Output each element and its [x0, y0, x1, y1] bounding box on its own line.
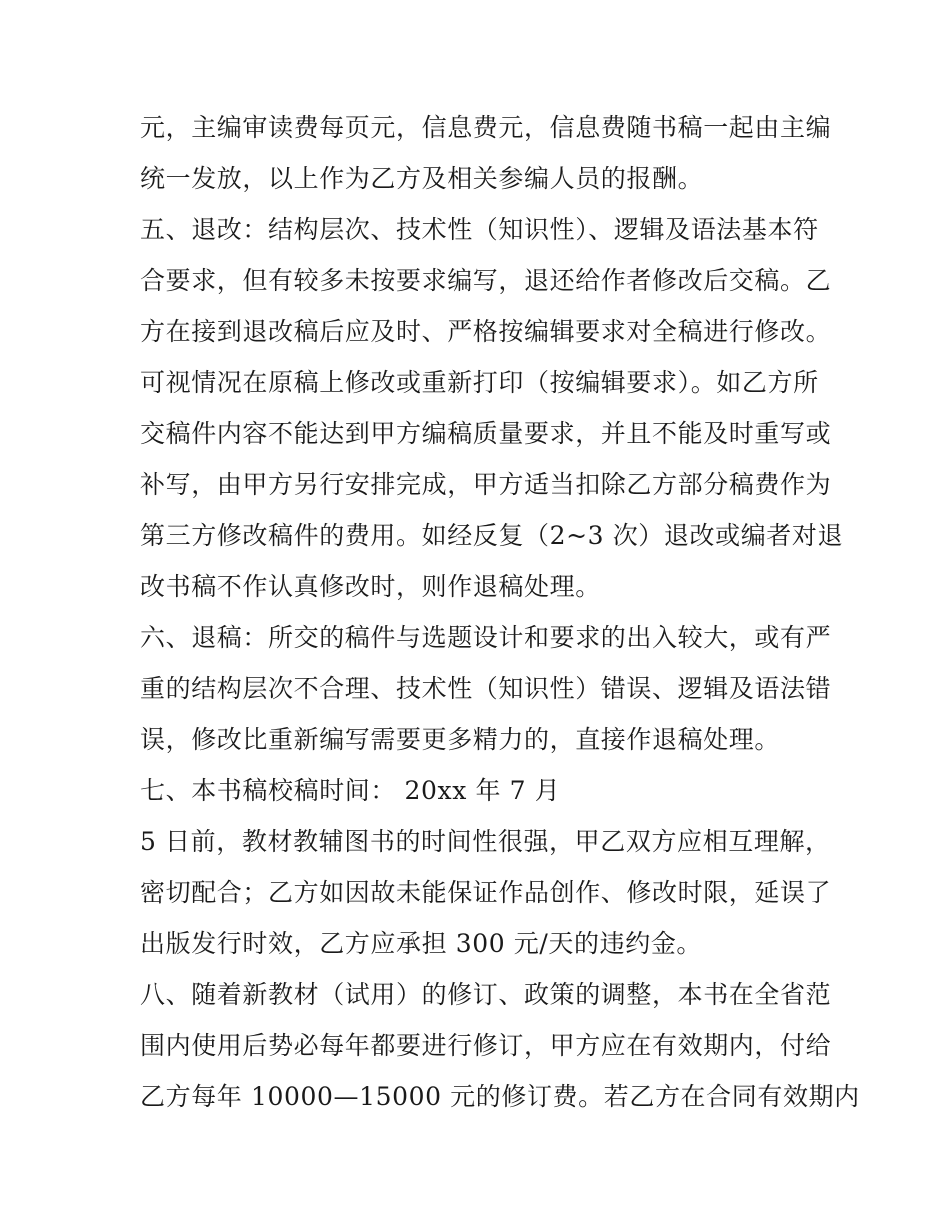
text-line: 交稿件内容不能达到甲方编稿质量要求，并且不能及时重写或: [140, 419, 832, 448]
text-line: 改书稿不作认真修改时，则作退稿处理。: [140, 572, 601, 601]
text-line: 围内使用后势必每年都要进行修订，甲方应在有效期内，付给: [140, 1031, 832, 1060]
text-line: 出版发行时效，乙方应承担 300 元/天的违约金。: [140, 929, 703, 958]
document-body: [140, 102, 860, 1122]
text-line: 重的结构层次不合理、技术性（知识性）错误、逻辑及语法错: [140, 674, 832, 703]
text-line: 第三方修改稿件的费用。如经反复（2~3 次）退改或编者对退: [140, 521, 844, 550]
text-line: 方在接到退改稿后应及时、严格按编辑要求对全稿进行修改。: [140, 317, 832, 346]
text-line: 误，修改比重新编写需要更多精力的，直接作退稿处理。: [140, 725, 781, 754]
text-line: 乙方每年 10000—15000 元的修订费。若乙方在合同有效期内: [140, 1082, 860, 1111]
text-line: 五、退改：结构层次、技术性（知识性）、逻辑及语法基本符: [140, 215, 819, 244]
text-line: 六、退稿：所交的稿件与选题设计和要求的出入较大，或有严: [140, 623, 832, 652]
text-line: 密切配合；乙方如因故未能保证作品创作、修改时限，延误了: [140, 878, 832, 907]
text-line: 元，主编审读费每页元，信息费元，信息费随书稿一起由主编: [140, 113, 832, 142]
text-line: 补写，由甲方另行安排完成，甲方适当扣除乙方部分稿费作为: [140, 470, 832, 499]
text-line: 合要求，但有较多未按要求编写，退还给作者修改后交稿。乙: [140, 266, 832, 295]
text-line: 七、本书稿校稿时间： 20xx 年 7 月: [140, 776, 561, 805]
text-line: 5 日前，教材教辅图书的时间性很强，甲乙双方应相互理解，: [140, 827, 831, 856]
text-line: 八、随着新教材（试用）的修订、政策的调整，本书在全省范: [140, 980, 832, 1009]
text-line: 可视情况在原稿上修改或重新打印（按编辑要求）。如乙方所: [140, 368, 819, 397]
text-line: 统一发放，以上作为乙方及相关参编人员的报酬。: [140, 164, 704, 193]
